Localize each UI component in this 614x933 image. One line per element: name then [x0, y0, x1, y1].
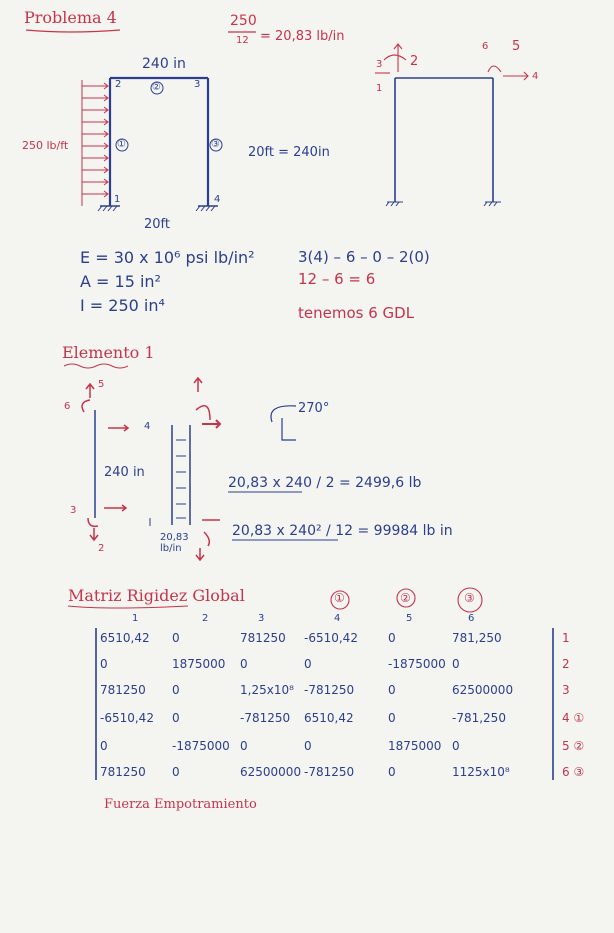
dof-arrows [375, 41, 528, 80]
element-title-underline [64, 364, 128, 368]
matrix-row-label: 1 [562, 631, 570, 645]
matrix-cell: 781250 [100, 683, 146, 697]
matrix-cell: 1125x10⁸ [452, 765, 510, 779]
elastic-modulus: E = 30 x 10⁶ psi lb/in² [80, 248, 255, 267]
matrix-row-label: 2 [562, 657, 570, 671]
element-drawing [82, 378, 220, 560]
matrix-cell: -781250 [304, 683, 355, 697]
inertia: I = 250 in⁴ [80, 296, 165, 315]
matrix-cell: 1875000 [388, 739, 442, 753]
matrix-row-label: 4 ① [562, 711, 585, 725]
dof-5-label: 5 [512, 39, 521, 54]
matrix-column-header: 4 [334, 613, 341, 624]
matrix-cell: 6510,42 [304, 711, 354, 725]
matrix-title: Matriz Rigidez Global [68, 586, 245, 605]
load-denominator: 12 [236, 35, 249, 46]
area: A = 15 in² [80, 272, 161, 291]
matrix-row-label: 6 ③ [562, 765, 585, 779]
element-length: 240 in [104, 465, 145, 480]
dof-4-label: 4 [532, 71, 539, 82]
matrix-cell: 0 [172, 683, 180, 697]
node-1-label: 1 [114, 194, 121, 205]
element-distributed-load: 20,83 lb/in [160, 532, 189, 554]
element-dof-4: 4 [144, 421, 151, 432]
beam-length-label: 240 in [142, 56, 186, 72]
height-label: 20ft = 240in [248, 145, 330, 160]
matrix-cell: -6510,42 [100, 711, 154, 725]
footer-note: Fuerza Empotramiento [104, 797, 257, 812]
dof-3-label: 3 [376, 59, 383, 70]
distributed-load-arrows [82, 80, 108, 206]
matrix-cell: 781250 [240, 631, 286, 645]
matrix-column-header: 2 [202, 613, 209, 624]
element-dof-2: 2 [98, 543, 105, 554]
matrix-member-marker: ② [400, 591, 411, 605]
matrix-member-marker: ① [334, 591, 345, 605]
matrix-cell: 62500000 [240, 765, 302, 779]
moment-equation: 20,83 x 240² / 12 = 99984 lb in [232, 523, 453, 539]
load-result: = 20,83 lb/in [260, 29, 345, 44]
dof-count-result: tenemos 6 GDL [298, 304, 415, 322]
node-3-label: 3 [194, 79, 201, 90]
element-dof-5: 5 [98, 379, 105, 390]
matrix-cell: -781250 [240, 711, 291, 725]
matrix-row-label: 3 [562, 683, 570, 697]
matrix-cell: 0 [240, 739, 248, 753]
element-title: Elemento 1 [62, 343, 155, 362]
matrix-column-header: 1 [132, 613, 139, 624]
dof-1-label: 1 [376, 83, 383, 94]
matrix-row-label: 5 ② [562, 739, 585, 753]
matrix-cell: 1,25x10⁸ [240, 683, 294, 697]
matrix-cell: -1875000 [388, 657, 446, 671]
matrix-cell: 0 [388, 683, 396, 697]
matrix-cell: 781,250 [452, 631, 502, 645]
angle-symbol [271, 406, 296, 440]
load-numerator: 250 [230, 13, 257, 29]
matrix-cell: 0 [172, 631, 180, 645]
member-1-label: ① [117, 139, 126, 150]
element-dof-6: 6 [64, 401, 71, 412]
dof-2-label: 2 [410, 54, 419, 69]
matrix-cell: 781250 [100, 765, 146, 779]
matrix-cell: -1875000 [172, 739, 230, 753]
matrix-cell: 0 [452, 739, 460, 753]
matrix-cell: 1875000 [172, 657, 226, 671]
title-underline [26, 30, 120, 32]
matrix-column-header: 5 [406, 613, 413, 624]
reaction-equation: 20,83 x 240 / 2 = 2499,6 lb [228, 475, 422, 491]
matrix-cell: -781250 [304, 765, 355, 779]
matrix-cell: 0 [100, 739, 108, 753]
matrix-cell: 0 [388, 631, 396, 645]
matrix-cell: -781,250 [452, 711, 506, 725]
member-2-label: ② [152, 82, 161, 93]
matrix-cell: 0 [452, 657, 460, 671]
matrix-column-header: 3 [258, 613, 265, 624]
page-title: Problema 4 [24, 8, 117, 27]
base-length-label: 20ft [144, 217, 170, 232]
dof-frame [386, 78, 501, 206]
matrix-cell: -6510,42 [304, 631, 358, 645]
member-3-label: ③ [211, 139, 220, 150]
dof-count-line2: 12 – 6 = 6 [298, 270, 376, 288]
matrix-cell: 0 [304, 739, 312, 753]
dof-6-label: 6 [482, 41, 489, 52]
matrix-cell: 0 [388, 765, 396, 779]
element-dof-3: 3 [70, 505, 77, 516]
matrix-cell: 0 [172, 711, 180, 725]
matrix-title-underline [68, 606, 188, 608]
node-4-label: 4 [214, 194, 221, 205]
distributed-load-label: 250 lb/ft [22, 139, 69, 152]
matrix-member-marker: ③ [464, 591, 475, 605]
matrix-cell: 0 [100, 657, 108, 671]
dof-count-line1: 3(4) – 6 – 0 – 2(0) [298, 248, 430, 266]
matrix-cell: 6510,42 [100, 631, 150, 645]
matrix-cell: 0 [304, 657, 312, 671]
matrix-cell: 62500000 [452, 683, 514, 697]
matrix-cell: 0 [388, 711, 396, 725]
rotation-angle: 270° [298, 401, 330, 416]
matrix-cell: 0 [172, 765, 180, 779]
node-2-label: 2 [115, 79, 122, 90]
matrix-column-header: 6 [468, 613, 475, 624]
matrix-cell: 0 [240, 657, 248, 671]
